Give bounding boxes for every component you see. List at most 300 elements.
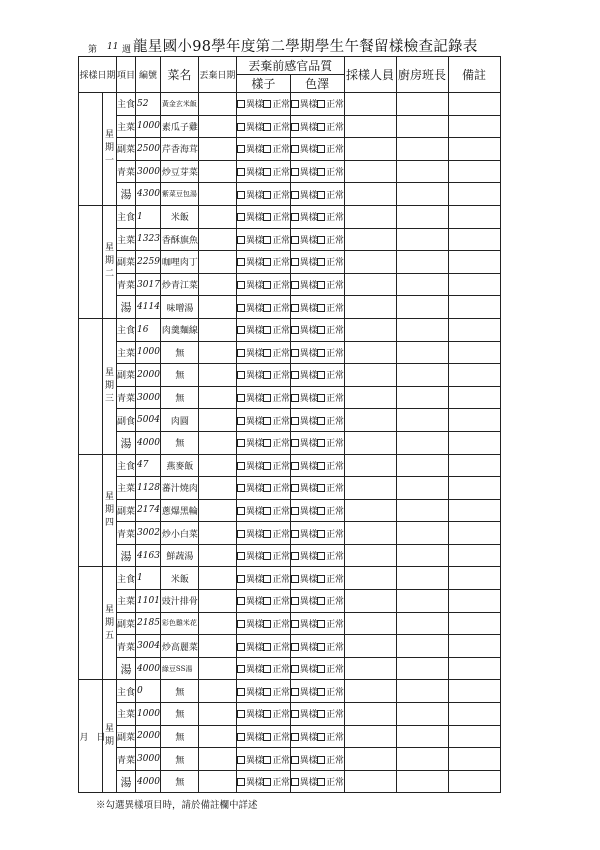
normal-checkbox[interactable]	[317, 100, 325, 108]
abnormal-checkbox[interactable]	[237, 620, 245, 628]
sampler-cell[interactable]	[344, 273, 396, 296]
remark-cell[interactable]	[448, 386, 500, 409]
discard-date-cell[interactable]	[198, 205, 236, 228]
normal-checkbox[interactable]	[263, 778, 271, 786]
color-check-cell[interactable]	[290, 318, 344, 341]
kitchen-lead-cell[interactable]	[396, 93, 448, 116]
discard-date-cell[interactable]	[198, 748, 236, 771]
remark-cell[interactable]	[448, 544, 500, 567]
discard-date-cell[interactable]	[198, 251, 236, 274]
sampler-cell[interactable]	[344, 228, 396, 251]
kitchen-lead-cell[interactable]	[396, 680, 448, 703]
color-check-cell[interactable]	[290, 770, 344, 793]
abnormal-checkbox[interactable]	[291, 281, 299, 289]
discard-date-cell[interactable]	[198, 318, 236, 341]
kitchen-lead-cell[interactable]	[396, 183, 448, 206]
discard-date-cell[interactable]	[198, 364, 236, 387]
kitchen-lead-cell[interactable]	[396, 567, 448, 590]
remark-cell[interactable]	[448, 657, 500, 680]
remark-cell[interactable]	[448, 680, 500, 703]
abnormal-checkbox[interactable]	[291, 326, 299, 334]
normal-checkbox[interactable]	[317, 733, 325, 741]
abnormal-checkbox[interactable]	[237, 643, 245, 651]
appearance-check-cell[interactable]	[236, 770, 290, 793]
abnormal-checkbox[interactable]	[291, 168, 299, 176]
sampler-cell[interactable]	[344, 657, 396, 680]
appearance-check-cell[interactable]	[236, 748, 290, 771]
abnormal-checkbox[interactable]	[237, 575, 245, 583]
appearance-check-cell[interactable]	[236, 228, 290, 251]
color-check-cell[interactable]	[290, 409, 344, 432]
normal-checkbox[interactable]	[263, 643, 271, 651]
color-check-cell[interactable]	[290, 205, 344, 228]
abnormal-checkbox[interactable]	[291, 394, 299, 402]
kitchen-lead-cell[interactable]	[396, 544, 448, 567]
sample-date-cell[interactable]	[79, 454, 103, 567]
discard-date-cell[interactable]	[198, 409, 236, 432]
sampler-cell[interactable]	[344, 770, 396, 793]
remark-cell[interactable]	[448, 748, 500, 771]
sampler-cell[interactable]	[344, 635, 396, 658]
kitchen-lead-cell[interactable]	[396, 522, 448, 545]
abnormal-checkbox[interactable]	[291, 575, 299, 583]
kitchen-lead-cell[interactable]	[396, 635, 448, 658]
discard-date-cell[interactable]	[198, 296, 236, 319]
appearance-check-cell[interactable]	[236, 160, 290, 183]
remark-cell[interactable]	[448, 499, 500, 522]
abnormal-checkbox[interactable]	[291, 756, 299, 764]
normal-checkbox[interactable]	[317, 756, 325, 764]
color-check-cell[interactable]	[290, 477, 344, 500]
appearance-check-cell[interactable]	[236, 296, 290, 319]
kitchen-lead-cell[interactable]	[396, 341, 448, 364]
abnormal-checkbox[interactable]	[291, 688, 299, 696]
sampler-cell[interactable]	[344, 612, 396, 635]
sampler-cell[interactable]	[344, 205, 396, 228]
sampler-cell[interactable]	[344, 567, 396, 590]
normal-checkbox[interactable]	[317, 688, 325, 696]
abnormal-checkbox[interactable]	[237, 710, 245, 718]
discard-date-cell[interactable]	[198, 612, 236, 635]
normal-checkbox[interactable]	[317, 168, 325, 176]
color-check-cell[interactable]	[290, 567, 344, 590]
normal-checkbox[interactable]	[317, 597, 325, 605]
sampler-cell[interactable]	[344, 183, 396, 206]
normal-checkbox[interactable]	[317, 191, 325, 199]
abnormal-checkbox[interactable]	[291, 439, 299, 447]
appearance-check-cell[interactable]	[236, 341, 290, 364]
discard-date-cell[interactable]	[198, 477, 236, 500]
abnormal-checkbox[interactable]	[237, 304, 245, 312]
remark-cell[interactable]	[448, 93, 500, 116]
kitchen-lead-cell[interactable]	[396, 454, 448, 477]
normal-checkbox[interactable]	[263, 326, 271, 334]
abnormal-checkbox[interactable]	[291, 665, 299, 673]
remark-cell[interactable]	[448, 364, 500, 387]
abnormal-checkbox[interactable]	[237, 462, 245, 470]
normal-checkbox[interactable]	[263, 665, 271, 673]
color-check-cell[interactable]	[290, 386, 344, 409]
sampler-cell[interactable]	[344, 703, 396, 726]
color-check-cell[interactable]	[290, 364, 344, 387]
abnormal-checkbox[interactable]	[237, 349, 245, 357]
normal-checkbox[interactable]	[317, 281, 325, 289]
normal-checkbox[interactable]	[317, 778, 325, 786]
remark-cell[interactable]	[448, 590, 500, 613]
normal-checkbox[interactable]	[317, 236, 325, 244]
kitchen-lead-cell[interactable]	[396, 409, 448, 432]
remark-cell[interactable]	[448, 477, 500, 500]
abnormal-checkbox[interactable]	[237, 597, 245, 605]
normal-checkbox[interactable]	[317, 575, 325, 583]
abnormal-checkbox[interactable]	[291, 123, 299, 131]
sampler-cell[interactable]	[344, 386, 396, 409]
appearance-check-cell[interactable]	[236, 454, 290, 477]
discard-date-cell[interactable]	[198, 341, 236, 364]
abnormal-checkbox[interactable]	[237, 145, 245, 153]
normal-checkbox[interactable]	[317, 507, 325, 515]
kitchen-lead-cell[interactable]	[396, 318, 448, 341]
normal-checkbox[interactable]	[263, 530, 271, 538]
abnormal-checkbox[interactable]	[237, 191, 245, 199]
appearance-check-cell[interactable]	[236, 431, 290, 454]
remark-cell[interactable]	[448, 522, 500, 545]
appearance-check-cell[interactable]	[236, 635, 290, 658]
discard-date-cell[interactable]	[198, 635, 236, 658]
appearance-check-cell[interactable]	[236, 251, 290, 274]
appearance-check-cell[interactable]	[236, 703, 290, 726]
discard-date-cell[interactable]	[198, 590, 236, 613]
abnormal-checkbox[interactable]	[237, 123, 245, 131]
color-check-cell[interactable]	[290, 703, 344, 726]
discard-date-cell[interactable]	[198, 680, 236, 703]
abnormal-checkbox[interactable]	[237, 417, 245, 425]
remark-cell[interactable]	[448, 431, 500, 454]
remark-cell[interactable]	[448, 138, 500, 161]
normal-checkbox[interactable]	[317, 304, 325, 312]
normal-checkbox[interactable]	[317, 417, 325, 425]
sampler-cell[interactable]	[344, 748, 396, 771]
discard-date-cell[interactable]	[198, 544, 236, 567]
appearance-check-cell[interactable]	[236, 409, 290, 432]
sample-date-cell[interactable]	[79, 567, 103, 680]
abnormal-checkbox[interactable]	[291, 349, 299, 357]
color-check-cell[interactable]	[290, 93, 344, 116]
color-check-cell[interactable]	[290, 431, 344, 454]
appearance-check-cell[interactable]	[236, 590, 290, 613]
abnormal-checkbox[interactable]	[237, 688, 245, 696]
color-check-cell[interactable]	[290, 341, 344, 364]
abnormal-checkbox[interactable]	[291, 236, 299, 244]
discard-date-cell[interactable]	[198, 725, 236, 748]
discard-date-cell[interactable]	[198, 273, 236, 296]
sampler-cell[interactable]	[344, 115, 396, 138]
abnormal-checkbox[interactable]	[237, 213, 245, 221]
normal-checkbox[interactable]	[317, 371, 325, 379]
normal-checkbox[interactable]	[263, 439, 271, 447]
kitchen-lead-cell[interactable]	[396, 590, 448, 613]
kitchen-lead-cell[interactable]	[396, 138, 448, 161]
abnormal-checkbox[interactable]	[291, 191, 299, 199]
normal-checkbox[interactable]	[317, 145, 325, 153]
discard-date-cell[interactable]	[198, 703, 236, 726]
remark-cell[interactable]	[448, 635, 500, 658]
kitchen-lead-cell[interactable]	[396, 251, 448, 274]
color-check-cell[interactable]	[290, 499, 344, 522]
abnormal-checkbox[interactable]	[291, 417, 299, 425]
color-check-cell[interactable]	[290, 228, 344, 251]
normal-checkbox[interactable]	[263, 349, 271, 357]
abnormal-checkbox[interactable]	[237, 756, 245, 764]
discard-date-cell[interactable]	[198, 228, 236, 251]
abnormal-checkbox[interactable]	[291, 304, 299, 312]
color-check-cell[interactable]	[290, 138, 344, 161]
remark-cell[interactable]	[448, 454, 500, 477]
color-check-cell[interactable]	[290, 635, 344, 658]
normal-checkbox[interactable]	[263, 394, 271, 402]
discard-date-cell[interactable]	[198, 567, 236, 590]
kitchen-lead-cell[interactable]	[396, 205, 448, 228]
color-check-cell[interactable]	[290, 657, 344, 680]
normal-checkbox[interactable]	[317, 710, 325, 718]
color-check-cell[interactable]	[290, 725, 344, 748]
sampler-cell[interactable]	[344, 93, 396, 116]
sampler-cell[interactable]	[344, 522, 396, 545]
normal-checkbox[interactable]	[317, 552, 325, 560]
normal-checkbox[interactable]	[263, 597, 271, 605]
appearance-check-cell[interactable]	[236, 725, 290, 748]
abnormal-checkbox[interactable]	[237, 168, 245, 176]
sample-date-cell[interactable]	[79, 205, 103, 318]
sample-date-cell[interactable]	[79, 93, 103, 206]
kitchen-lead-cell[interactable]	[396, 364, 448, 387]
abnormal-checkbox[interactable]	[237, 236, 245, 244]
abnormal-checkbox[interactable]	[237, 258, 245, 266]
discard-date-cell[interactable]	[198, 183, 236, 206]
color-check-cell[interactable]	[290, 183, 344, 206]
abnormal-checkbox[interactable]	[237, 439, 245, 447]
appearance-check-cell[interactable]	[236, 477, 290, 500]
appearance-check-cell[interactable]	[236, 273, 290, 296]
color-check-cell[interactable]	[290, 612, 344, 635]
appearance-check-cell[interactable]	[236, 567, 290, 590]
abnormal-checkbox[interactable]	[237, 665, 245, 673]
kitchen-lead-cell[interactable]	[396, 477, 448, 500]
sampler-cell[interactable]	[344, 318, 396, 341]
abnormal-checkbox[interactable]	[237, 530, 245, 538]
normal-checkbox[interactable]	[263, 168, 271, 176]
normal-checkbox[interactable]	[263, 258, 271, 266]
sampler-cell[interactable]	[344, 364, 396, 387]
abnormal-checkbox[interactable]	[291, 710, 299, 718]
remark-cell[interactable]	[448, 296, 500, 319]
color-check-cell[interactable]	[290, 680, 344, 703]
normal-checkbox[interactable]	[317, 439, 325, 447]
normal-checkbox[interactable]	[263, 688, 271, 696]
normal-checkbox[interactable]	[263, 100, 271, 108]
normal-checkbox[interactable]	[263, 417, 271, 425]
normal-checkbox[interactable]	[263, 371, 271, 379]
color-check-cell[interactable]	[290, 251, 344, 274]
kitchen-lead-cell[interactable]	[396, 115, 448, 138]
color-check-cell[interactable]	[290, 115, 344, 138]
remark-cell[interactable]	[448, 160, 500, 183]
remark-cell[interactable]	[448, 273, 500, 296]
normal-checkbox[interactable]	[317, 530, 325, 538]
normal-checkbox[interactable]	[263, 620, 271, 628]
color-check-cell[interactable]	[290, 454, 344, 477]
normal-checkbox[interactable]	[317, 258, 325, 266]
abnormal-checkbox[interactable]	[237, 552, 245, 560]
abnormal-checkbox[interactable]	[291, 643, 299, 651]
sampler-cell[interactable]	[344, 680, 396, 703]
normal-checkbox[interactable]	[317, 484, 325, 492]
abnormal-checkbox[interactable]	[291, 371, 299, 379]
abnormal-checkbox[interactable]	[237, 281, 245, 289]
kitchen-lead-cell[interactable]	[396, 160, 448, 183]
sampler-cell[interactable]	[344, 499, 396, 522]
appearance-check-cell[interactable]	[236, 318, 290, 341]
remark-cell[interactable]	[448, 341, 500, 364]
abnormal-checkbox[interactable]	[237, 326, 245, 334]
discard-date-cell[interactable]	[198, 770, 236, 793]
normal-checkbox[interactable]	[317, 620, 325, 628]
discard-date-cell[interactable]	[198, 93, 236, 116]
remark-cell[interactable]	[448, 612, 500, 635]
abnormal-checkbox[interactable]	[291, 145, 299, 153]
kitchen-lead-cell[interactable]	[396, 431, 448, 454]
abnormal-checkbox[interactable]	[237, 778, 245, 786]
sample-date-cell[interactable]	[79, 318, 103, 454]
abnormal-checkbox[interactable]	[291, 462, 299, 470]
abnormal-checkbox[interactable]	[291, 213, 299, 221]
abnormal-checkbox[interactable]	[291, 484, 299, 492]
abnormal-checkbox[interactable]	[291, 552, 299, 560]
remark-cell[interactable]	[448, 115, 500, 138]
remark-cell[interactable]	[448, 409, 500, 432]
appearance-check-cell[interactable]	[236, 138, 290, 161]
abnormal-checkbox[interactable]	[237, 733, 245, 741]
sampler-cell[interactable]	[344, 725, 396, 748]
color-check-cell[interactable]	[290, 296, 344, 319]
abnormal-checkbox[interactable]	[291, 620, 299, 628]
remark-cell[interactable]	[448, 567, 500, 590]
remark-cell[interactable]	[448, 725, 500, 748]
discard-date-cell[interactable]	[198, 499, 236, 522]
normal-checkbox[interactable]	[317, 349, 325, 357]
kitchen-lead-cell[interactable]	[396, 228, 448, 251]
appearance-check-cell[interactable]	[236, 680, 290, 703]
sampler-cell[interactable]	[344, 251, 396, 274]
color-check-cell[interactable]	[290, 748, 344, 771]
kitchen-lead-cell[interactable]	[396, 273, 448, 296]
appearance-check-cell[interactable]	[236, 544, 290, 567]
normal-checkbox[interactable]	[263, 281, 271, 289]
abnormal-checkbox[interactable]	[291, 733, 299, 741]
sampler-cell[interactable]	[344, 544, 396, 567]
normal-checkbox[interactable]	[317, 213, 325, 221]
kitchen-lead-cell[interactable]	[396, 612, 448, 635]
sample-date-cell[interactable]	[79, 680, 106, 793]
sampler-cell[interactable]	[344, 454, 396, 477]
kitchen-lead-cell[interactable]	[396, 296, 448, 319]
abnormal-checkbox[interactable]	[237, 394, 245, 402]
abnormal-checkbox[interactable]	[237, 507, 245, 515]
appearance-check-cell[interactable]	[236, 522, 290, 545]
normal-checkbox[interactable]	[317, 394, 325, 402]
color-check-cell[interactable]	[290, 273, 344, 296]
abnormal-checkbox[interactable]	[237, 484, 245, 492]
normal-checkbox[interactable]	[263, 462, 271, 470]
kitchen-lead-cell[interactable]	[396, 770, 448, 793]
normal-checkbox[interactable]	[263, 484, 271, 492]
discard-date-cell[interactable]	[198, 454, 236, 477]
sampler-cell[interactable]	[344, 341, 396, 364]
discard-date-cell[interactable]	[198, 115, 236, 138]
sampler-cell[interactable]	[344, 296, 396, 319]
abnormal-checkbox[interactable]	[291, 530, 299, 538]
appearance-check-cell[interactable]	[236, 657, 290, 680]
normal-checkbox[interactable]	[263, 733, 271, 741]
normal-checkbox[interactable]	[263, 710, 271, 718]
sampler-cell[interactable]	[344, 138, 396, 161]
discard-date-cell[interactable]	[198, 386, 236, 409]
sampler-cell[interactable]	[344, 590, 396, 613]
discard-date-cell[interactable]	[198, 522, 236, 545]
abnormal-checkbox[interactable]	[291, 258, 299, 266]
normal-checkbox[interactable]	[317, 643, 325, 651]
color-check-cell[interactable]	[290, 160, 344, 183]
color-check-cell[interactable]	[290, 544, 344, 567]
abnormal-checkbox[interactable]	[237, 100, 245, 108]
appearance-check-cell[interactable]	[236, 386, 290, 409]
abnormal-checkbox[interactable]	[291, 778, 299, 786]
discard-date-cell[interactable]	[198, 160, 236, 183]
normal-checkbox[interactable]	[317, 462, 325, 470]
discard-date-cell[interactable]	[198, 657, 236, 680]
color-check-cell[interactable]	[290, 590, 344, 613]
normal-checkbox[interactable]	[263, 236, 271, 244]
remark-cell[interactable]	[448, 770, 500, 793]
appearance-check-cell[interactable]	[236, 612, 290, 635]
discard-date-cell[interactable]	[198, 431, 236, 454]
normal-checkbox[interactable]	[263, 756, 271, 764]
kitchen-lead-cell[interactable]	[396, 703, 448, 726]
normal-checkbox[interactable]	[317, 123, 325, 131]
normal-checkbox[interactable]	[263, 575, 271, 583]
normal-checkbox[interactable]	[317, 326, 325, 334]
sampler-cell[interactable]	[344, 160, 396, 183]
appearance-check-cell[interactable]	[236, 205, 290, 228]
normal-checkbox[interactable]	[317, 665, 325, 673]
normal-checkbox[interactable]	[263, 123, 271, 131]
sampler-cell[interactable]	[344, 431, 396, 454]
appearance-check-cell[interactable]	[236, 93, 290, 116]
kitchen-lead-cell[interactable]	[396, 748, 448, 771]
appearance-check-cell[interactable]	[236, 364, 290, 387]
abnormal-checkbox[interactable]	[291, 597, 299, 605]
normal-checkbox[interactable]	[263, 304, 271, 312]
remark-cell[interactable]	[448, 251, 500, 274]
sampler-cell[interactable]	[344, 409, 396, 432]
discard-date-cell[interactable]	[198, 138, 236, 161]
remark-cell[interactable]	[448, 318, 500, 341]
remark-cell[interactable]	[448, 703, 500, 726]
normal-checkbox[interactable]	[263, 213, 271, 221]
normal-checkbox[interactable]	[263, 191, 271, 199]
normal-checkbox[interactable]	[263, 552, 271, 560]
kitchen-lead-cell[interactable]	[396, 386, 448, 409]
